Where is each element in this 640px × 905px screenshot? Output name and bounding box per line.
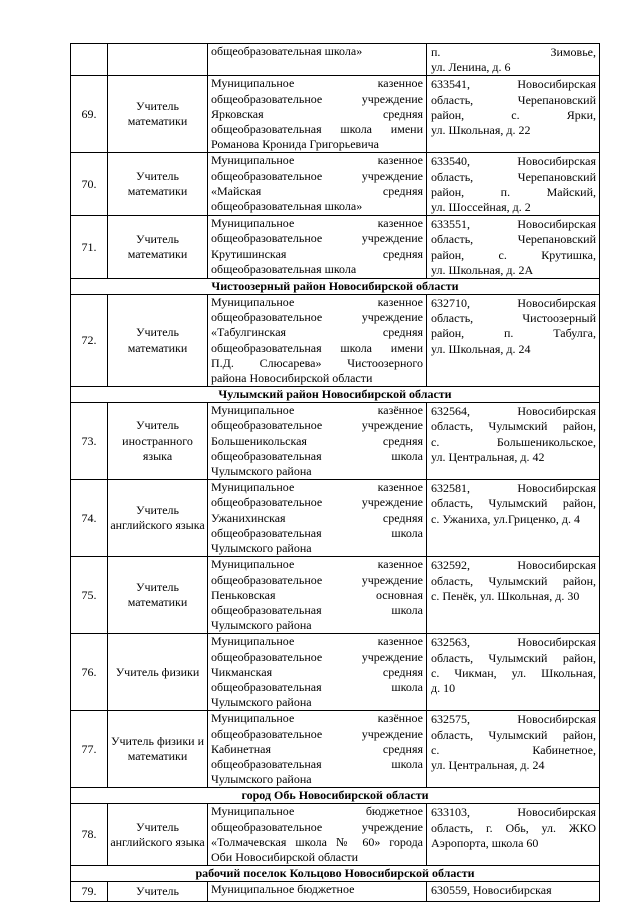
- organization-line: общеобразовательная школа»: [211, 199, 363, 214]
- row-number: 75.: [71, 557, 108, 634]
- row-number: 71.: [71, 216, 108, 279]
- row-number: 73.: [71, 403, 108, 480]
- position-cell: Учитель математики: [108, 557, 208, 634]
- address-line: ул. Центральная, д. 24: [431, 757, 545, 772]
- address-line: 632592, Новосибирская: [431, 558, 596, 573]
- address-line: 632710, Новосибирская: [431, 296, 596, 311]
- organization-line: общеобразовательная школа»: [211, 44, 363, 58]
- organization-line: Ярковская средняя: [211, 106, 423, 121]
- organization-line: Чикманская средняя: [211, 664, 423, 679]
- table-row: [71, 153, 600, 216]
- address-cell: [427, 557, 600, 634]
- address-cell: [427, 480, 600, 557]
- table-row: [71, 403, 600, 480]
- organization-line: Муниципальное казенное: [211, 153, 423, 168]
- address-line: ул. Школьная, д. 2А: [431, 262, 534, 277]
- row-number: 76.: [71, 634, 108, 711]
- organization-line: Муниципальное казенное: [211, 216, 423, 231]
- organization-cell: [208, 882, 427, 902]
- vacancy-table: [70, 43, 600, 902]
- address-cell: [427, 804, 600, 866]
- organization-line: общеобразовательная школа имени: [211, 122, 423, 137]
- address-cell: [427, 153, 600, 216]
- table-row: [71, 557, 600, 634]
- address-line: район, с. Крутишка,: [431, 247, 596, 262]
- organization-cell: [208, 557, 427, 634]
- table-row: [71, 711, 600, 788]
- table-row: [71, 44, 600, 76]
- organization-line: Муниципальное казённое: [211, 403, 423, 418]
- address-line: район, п. Табулга,: [431, 326, 596, 341]
- address-line: д. 10: [431, 680, 456, 695]
- address-cell: [427, 295, 600, 387]
- position-cell: [108, 44, 208, 76]
- row-number: 78.: [71, 804, 108, 866]
- section-title: рабочий поселок Кольцово Новосибирской области: [71, 866, 600, 882]
- address-line: с. Кабинетное,: [431, 742, 596, 757]
- organization-line: общеобразовательная школа: [211, 756, 423, 771]
- table-row: [71, 634, 600, 711]
- row-number: 74.: [71, 480, 108, 557]
- address-line: Аэропорта, школа 60: [431, 835, 539, 850]
- organization-line: Большеникольская средняя: [211, 433, 423, 448]
- position-cell: Учитель: [108, 882, 208, 902]
- organization-line: общеобразовательная школа: [211, 525, 423, 540]
- organization-line: Оби Новосибирской области: [211, 849, 359, 864]
- organization-line: общеобразовательная школа: [211, 679, 423, 694]
- address-line: п. Зимовье,: [431, 45, 596, 59]
- section-row: [71, 788, 600, 804]
- address-line: ул. Центральная, д. 42: [431, 449, 545, 464]
- organization-line: Крутишинская средняя: [211, 246, 423, 261]
- organization-line: Чулымского района: [211, 541, 312, 556]
- section-title: город Обь Новосибирской области: [71, 788, 600, 804]
- address-line: область, Чулымский район,: [431, 496, 596, 511]
- section-row: [71, 387, 600, 403]
- organization-line: Чулымского района: [211, 464, 312, 479]
- organization-cell: [208, 76, 427, 153]
- organization-line: «Табулгинская средняя: [211, 325, 423, 340]
- table-row: [71, 295, 600, 387]
- address-line: область, Черепановский: [431, 169, 596, 184]
- address-cell: [427, 216, 600, 279]
- organization-cell: [208, 44, 427, 76]
- address-line: 630559, Новосибирская: [431, 883, 552, 898]
- row-number: 77.: [71, 711, 108, 788]
- table-row: [71, 882, 600, 902]
- address-line: 633540, Новосибирская: [431, 154, 596, 169]
- position-cell: Учитель иностранного языка: [108, 403, 208, 480]
- organization-cell: [208, 295, 427, 387]
- row-number: 72.: [71, 295, 108, 387]
- address-line: ул. Школьная, д. 24: [431, 341, 531, 356]
- organization-cell: [208, 153, 427, 216]
- organization-line: Муниципальное казённое: [211, 711, 423, 726]
- section-row: [71, 279, 600, 295]
- section-title: Чистоозерный район Новосибирской области: [71, 279, 600, 295]
- organization-line: Чулымского района: [211, 618, 312, 633]
- address-line: область, г. Обь, ул. ЖКО: [431, 820, 596, 835]
- address-line: район, п. Майский,: [431, 184, 596, 199]
- organization-line: Муниципальное бюджетное: [211, 804, 423, 819]
- position-cell: Учитель математики: [108, 153, 208, 216]
- organization-line: общеобразовательное учреждение: [211, 726, 423, 741]
- organization-line: «Толмачевская школа № 60» города: [211, 834, 423, 849]
- organization-line: Муниципальное казенное: [211, 480, 423, 495]
- organization-line: общеобразовательное учреждение: [211, 649, 423, 664]
- address-cell: [427, 711, 600, 788]
- position-cell: Учитель математики: [108, 76, 208, 153]
- address-line: с. Пенёк, ул. Школьная, д. 30: [431, 588, 580, 603]
- address-line: с. Большеникольское,: [431, 434, 596, 449]
- organization-line: Пеньковская основная: [211, 587, 423, 602]
- address-line: ул. Шоссейная, д. 2: [431, 200, 531, 215]
- section-title: Чулымский район Новосибирской области: [71, 387, 600, 403]
- address-cell: [427, 44, 600, 76]
- organization-line: общеобразовательная школа имени: [211, 340, 423, 355]
- table-row: [71, 480, 600, 557]
- organization-cell: [208, 804, 427, 866]
- address-line: область, Чулымский район,: [431, 419, 596, 434]
- row-number: 69.: [71, 76, 108, 153]
- address-line: область, Чулымский район,: [431, 573, 596, 588]
- section-row: [71, 866, 600, 882]
- organization-line: общеобразовательное учреждение: [211, 418, 423, 433]
- organization-line: общеобразовательная школа: [211, 261, 357, 276]
- organization-line: общеобразовательное учреждение: [211, 168, 423, 183]
- organization-line: Муниципальное казенное: [211, 76, 423, 91]
- address-line: 633103, Новосибирская: [431, 805, 596, 820]
- address-line: область, Чистоозерный: [431, 311, 596, 326]
- address-line: с. Ужаниха, ул.Гриценко, д. 4: [431, 511, 580, 526]
- organization-cell: [208, 634, 427, 711]
- organization-line: общеобразовательное учреждение: [211, 231, 423, 246]
- organization-line: Романова Кронида Григорьевича: [211, 137, 379, 152]
- organization-line: Чулымского района: [211, 772, 312, 787]
- address-line: область, Чулымский район,: [431, 727, 596, 742]
- position-cell: Учитель математики: [108, 295, 208, 387]
- organization-line: общеобразовательное учреждение: [211, 495, 423, 510]
- organization-line: общеобразовательное учреждение: [211, 91, 423, 106]
- position-cell: Учитель физики: [108, 634, 208, 711]
- address-line: область, Черепановский: [431, 92, 596, 107]
- organization-line: общеобразовательное учреждение: [211, 572, 423, 587]
- address-cell: [427, 76, 600, 153]
- address-line: 632581, Новосибирская: [431, 481, 596, 496]
- organization-cell: [208, 480, 427, 557]
- organization-cell: [208, 216, 427, 279]
- organization-line: общеобразовательное учреждение: [211, 819, 423, 834]
- organization-line: Муниципальное казенное: [211, 634, 423, 649]
- address-cell: [427, 634, 600, 711]
- position-cell: Учитель математики: [108, 216, 208, 279]
- vacancy-table-body: [71, 44, 600, 902]
- address-line: область, Чулымский район,: [431, 650, 596, 665]
- position-cell: Учитель английского языка: [108, 480, 208, 557]
- organization-cell: [208, 711, 427, 788]
- address-line: 633551, Новосибирская: [431, 217, 596, 232]
- table-row: [71, 216, 600, 279]
- address-line: 632563, Новосибирская: [431, 635, 596, 650]
- address-line: 632575, Новосибирская: [431, 712, 596, 727]
- position-cell: Учитель английского языка: [108, 804, 208, 866]
- organization-line: Муниципальное казенное: [211, 557, 423, 572]
- address-line: ул. Школьная, д. 22: [431, 123, 531, 138]
- address-cell: [427, 882, 600, 902]
- organization-line: Чулымского района: [211, 695, 312, 710]
- address-line: 633541, Новосибирская: [431, 77, 596, 92]
- address-line: область, Черепановский: [431, 232, 596, 247]
- address-line: с. Чикман, ул. Школьная,: [431, 665, 596, 680]
- table-row: [71, 76, 600, 153]
- row-number: 79.: [71, 882, 108, 902]
- address-line: район, с. Ярки,: [431, 107, 596, 122]
- organization-line: Кабинетная средняя: [211, 741, 423, 756]
- organization-line: Муниципальное казенное: [211, 295, 423, 310]
- organization-line: района Новосибирской области: [211, 371, 373, 386]
- row-number: 70.: [71, 153, 108, 216]
- organization-line: общеобразовательная школа: [211, 602, 423, 617]
- address-line: ул. Ленина, д. 6: [431, 60, 511, 75]
- organization-line: общеобразовательное учреждение: [211, 310, 423, 325]
- address-line: 632564, Новосибирская: [431, 404, 596, 419]
- address-cell: [427, 403, 600, 480]
- table-row: [71, 804, 600, 866]
- organization-line: «Майская средняя: [211, 183, 423, 198]
- organization-line: общеобразовательная школа: [211, 448, 423, 463]
- organization-line: Ужанихинская средняя: [211, 510, 423, 525]
- organization-line: Муниципальное бюджетное: [211, 882, 355, 897]
- organization-line: П.Д. Слюсарева» Чистоозерного: [211, 355, 423, 370]
- organization-cell: [208, 403, 427, 480]
- position-cell: Учитель физики и математики: [108, 711, 208, 788]
- row-number: [71, 44, 108, 76]
